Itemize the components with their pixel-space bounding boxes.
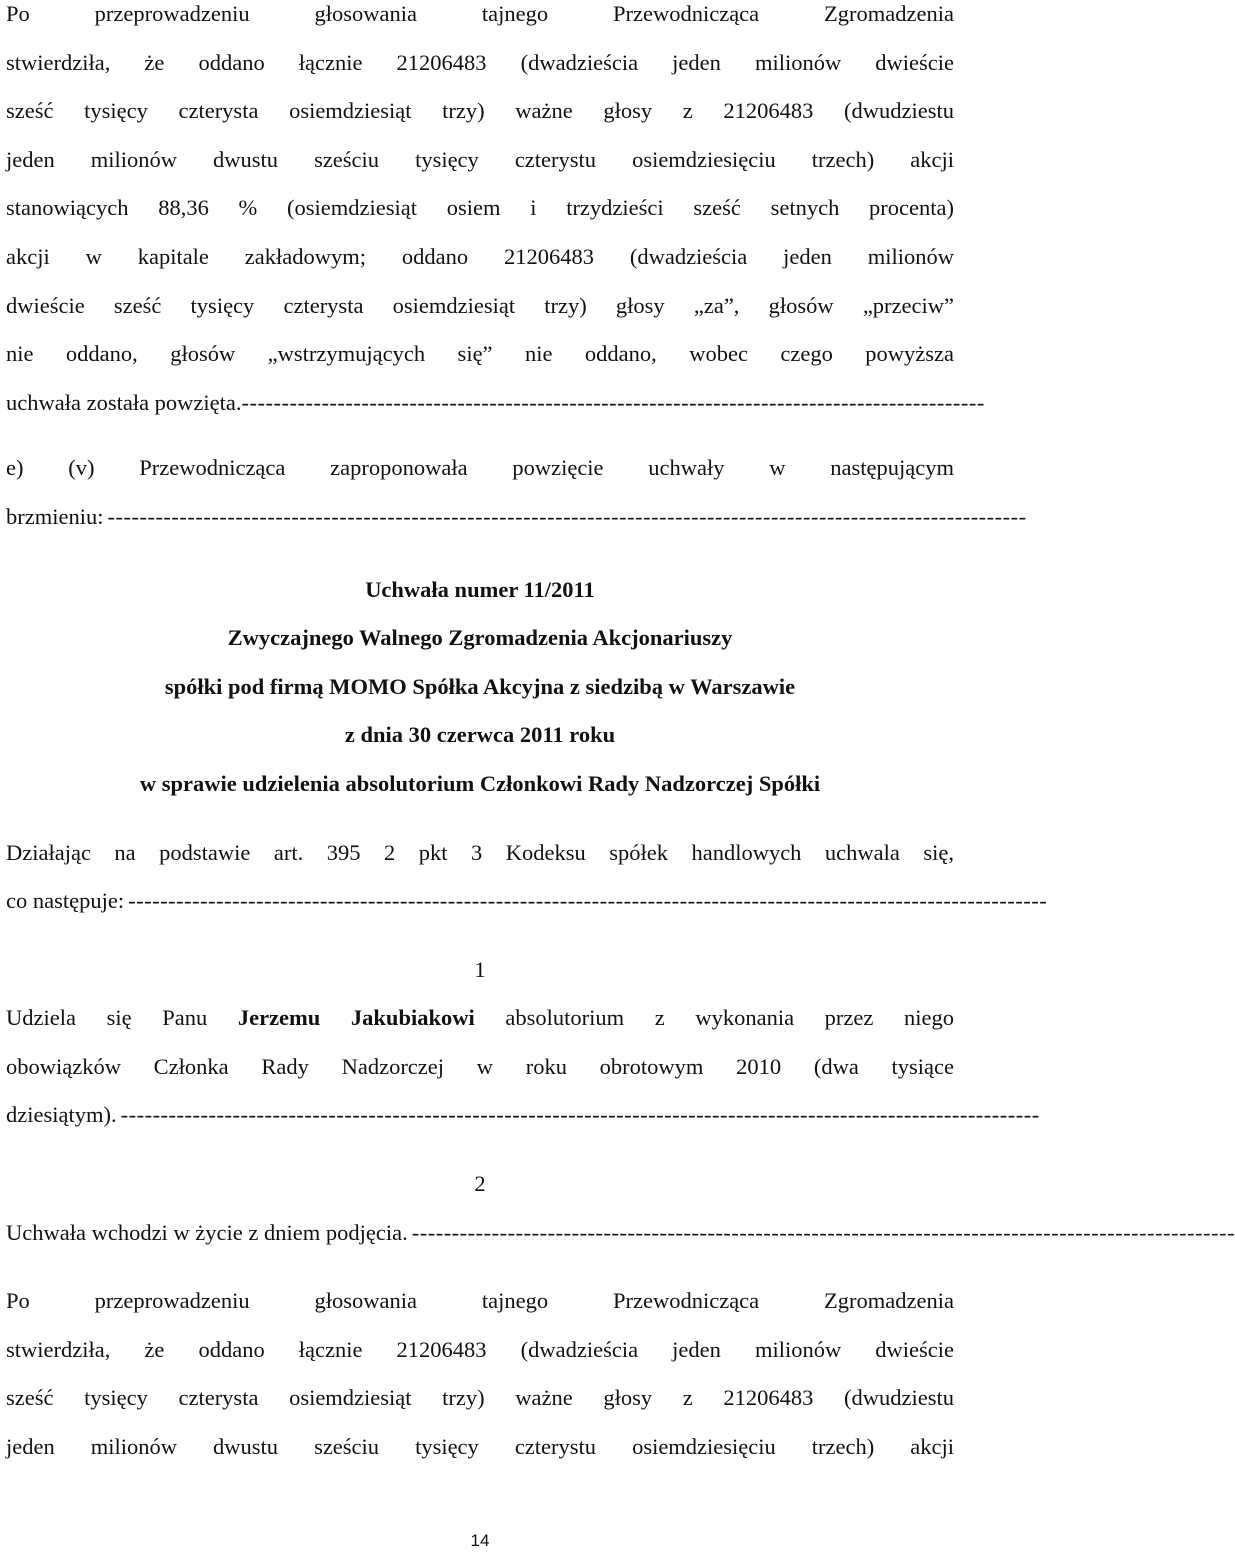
text-line: uchwała została powzięta.: [6, 389, 242, 415]
text-line: co następuje:: [6, 888, 125, 914]
text-line: stwierdziła, że oddano łącznie 21206483 (dwadzieścia jeden milionów dwieście: [6, 1336, 954, 1362]
text-line: stanowiących 88,36 % (osiemdziesiąt osiem i trzydzieści sześć setnych procenta): [6, 195, 954, 221]
text-line: sześć tysięcy czterysta osiemdziesiąt trzy) ważne głosy z 21206483 (dwudziestu: [6, 98, 954, 124]
document-page: [6, 0, 1235, 1472]
text-line-with-dashes: [6, 1091, 1040, 1140]
text-line: jeden milionów dwustu sześciu tysięcy czterystu osiemdziesięciu trzech) akcji: [6, 146, 954, 172]
text-line: [6, 994, 954, 1043]
voting-result-paragraph-2: [6, 1277, 954, 1471]
person-name: Jerzemu Jakubiakowi: [237, 1005, 475, 1031]
page-number: 14: [470, 1531, 490, 1550]
text-line: dziesiątym).: [6, 1102, 117, 1128]
text-line-with-dashes: [6, 1209, 1235, 1258]
legal-basis-paragraph: [6, 829, 1048, 926]
dash-filler: -------------------------------------------------------------------------------------------------------------------: [128, 888, 1048, 914]
text-line: Uchwała wchodzi w życie z dniem podjęcia.: [6, 1219, 408, 1245]
text-line: stwierdziła, że oddano łącznie 21206483 (dwadzieścia jeden milionów dwieście: [6, 49, 954, 75]
text-fragment: absolutorium z wykonania przez niego: [474, 1005, 954, 1031]
company-name: spółki pod firmą MOMO Spółka Akcyjna z siedzibą w Warszawie: [164, 673, 796, 699]
text-line: e) (v) Przewodnicząca zaproponowała powzięcie uchwały w następującym: [6, 455, 954, 481]
dash-filler: -------------------------------------------------------------------------------------------------------------------: [120, 1102, 1040, 1128]
text-line: jeden milionów dwustu sześciu tysięcy czterystu osiemdziesięciu trzech) akcji: [6, 1434, 954, 1460]
text-line: obowiązków Członka Rady Nadzorczej w roku obrotowym 2010 (dwa tysiące: [6, 1053, 954, 1079]
resolution-subject: w sprawie udzielenia absolutorium Członkowi Rady Nadzorczej Spółki: [139, 770, 821, 796]
resolution-title-block: [6, 566, 954, 809]
text-line: Po przeprowadzeniu głosowania tajnego Przewodnicząca Zgromadzenia: [6, 1288, 954, 1314]
section-2: [6, 1160, 1235, 1257]
text-line: Po przeprowadzeniu głosowania tajnego Przewodnicząca Zgromadzenia: [6, 1, 954, 26]
section-symbol: 2: [474, 1171, 486, 1197]
section-symbol: 1: [474, 956, 486, 982]
text-line: sześć tysięcy czterysta osiemdziesiąt trzy) ważne głosy z 21206483 (dwudziestu: [6, 1385, 954, 1411]
resolution-date: z dnia 30 czerwca 2011 roku: [344, 722, 616, 748]
text-line: nie oddano, głosów „wstrzymujących się” nie oddano, wobec czego powyższa: [6, 341, 954, 367]
text-line: dwieście sześć tysięcy czterysta osiemdziesiąt trzy) głosy „za”, głosów „przeciw”: [6, 292, 954, 318]
text-line: akcji w kapitale zakładowym; oddano 21206483 (dwadzieścia jeden milionów: [6, 243, 954, 269]
text-line: Działając na podstawie art. 395 2 pkt 3 Kodeksu spółek handlowych uchwala się,: [6, 839, 954, 865]
resolution-number: Uchwała numer 11/2011: [365, 576, 595, 602]
section-1: [6, 946, 1040, 1140]
dash-filler: -------------------------------------------------------------------------------------------------------: [411, 1219, 1235, 1245]
dash-filler: ---------------------------------------------------------------------------------------------: [241, 389, 985, 415]
dash-filler: -------------------------------------------------------------------------------------------------------------------: [107, 503, 1027, 529]
text-line-with-dashes: [6, 877, 1048, 926]
text-line-with-dashes: [6, 493, 1027, 542]
voting-result-paragraph: [6, 0, 985, 427]
text-line-with-dashes: [6, 379, 985, 428]
resolution-body: Zwyczajnego Walnego Zgromadzenia Akcjonariuszy: [227, 625, 733, 651]
proposal-paragraph: [6, 444, 1027, 541]
text-line: brzmieniu:: [6, 503, 104, 529]
text-fragment: Udziela się Panu: [6, 1005, 238, 1031]
